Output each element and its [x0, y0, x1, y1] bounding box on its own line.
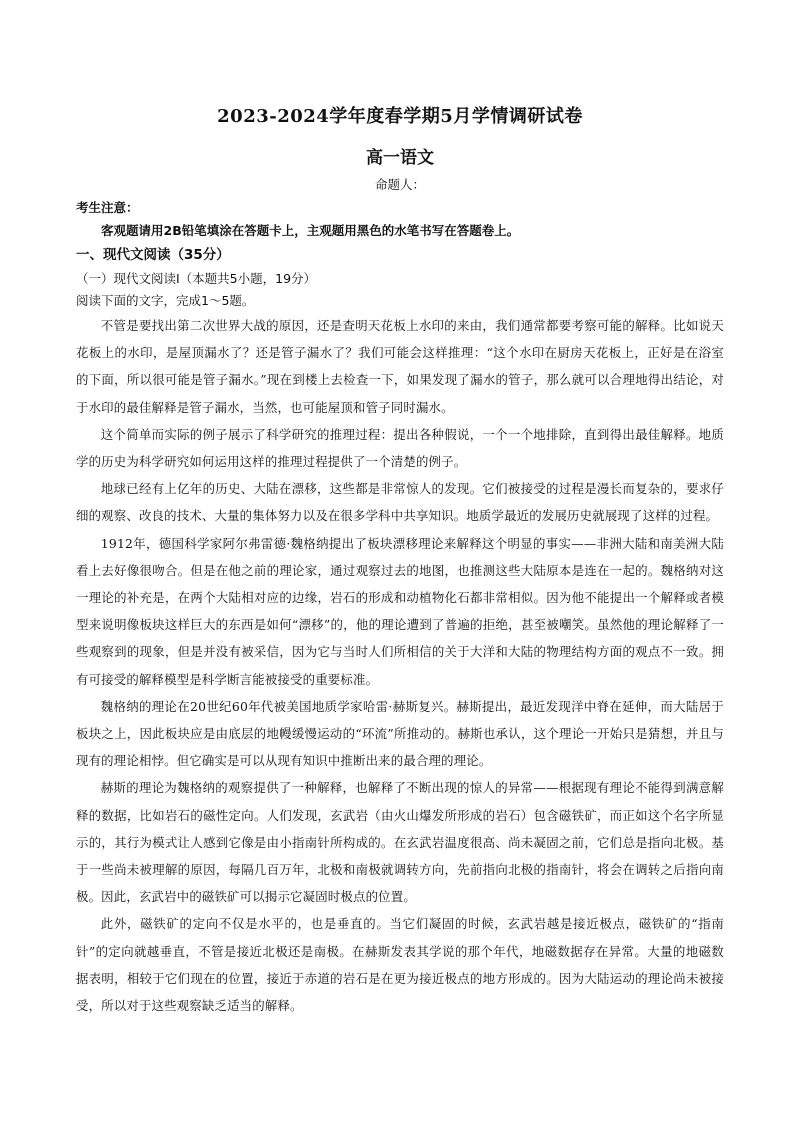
- subsection-title: （一）现代文阅读Ⅰ（本题共5小题，19分）: [76, 271, 317, 286]
- reading-instruction: 阅读下面的文字，完成1～5题。: [76, 293, 255, 308]
- section-title: 一、现代文阅读（35分）: [76, 247, 230, 263]
- passage-paragraph: 此外，磁铁矿的定向不仅是水平的，也是垂直的。当它们凝固的时候，玄武岩越是接近极点，磁铁矿的“指南针”的定向就越垂直，不管是接近北极还是南极。在赫斯发表其学说的那个年代，地磁数据存在异常。大量的地磁数据表明，相较于它们现在的位置，接近于赤道的岩石是在更为接近极点的地方形成的。因为大陆运动的理论尚未被接受，所以对于这些观察缺乏适当的解释。: [76, 916, 724, 1014]
- passage-paragraph: 1912年，德国科学家阿尔弗雷德·魏格纳提出了板块漂移理论来解释这个明显的事实——非洲大陆和南美洲大陆看上去好像很吻合。但是在他之前的理论家，通过观察过去的地图，也推测这些大陆原本是连在一起的。魏格纳对这一理论的补充是，在两个大陆相对应的边缘，岩石的形成和动植物化石都非常相似。因为他不能提出一个解释或者模型来说明像板块这样巨大的东西是如何“漂移”的，他的理论遭到了普遍的拒绝，甚至被嘲笑。虽然他的理论解释了一些观察到的现象，但是并没有被采信，因为它与当时人们所相信的关于大洋和大陆的物理结构方面的观点不一致。拥有可接受的解释模型是科学断言能被接受的重要标准。: [76, 535, 724, 687]
- passage-paragraph: 不管是要找出第二次世界大战的原因，还是查明天花板上水印的来由，我们通常都要考察可能的解释。比如说天花板上的水印，是屋顶漏水了？还是管子漏水了？我们可能会这样推理：“这个水印在厨房天花板上，正好是在浴室的下面，所以很可能是管子漏水。”现在到楼上去检查一下，如果发现了漏水的管子，那么就可以合理地得出结论，对于水印的最佳解释是管子漏水，当然，也可能屋顶和管子同时漏水。: [76, 318, 724, 415]
- passage-paragraph: 赫斯的理论为魏格纳的观察提供了一种解释，也解释了不断出现的惊人的异常——根据现有理论不能得到满意解释的数据，比如岩石的磁性定向。人们发现，玄武岩（由火山爆发所形成的岩石）包含磁铁矿，而正如这个名字所显示的，其行为模式让人感到它像是由小指南针所构成的。在玄武岩温度很高、尚未凝固之前，它们总是指向北极。基于一些尚未被理解的原因，每隔几百万年，北极和南极就调转方向，先前指向北极的指南针，将会在调转之后指向南极。因此，玄武岩中的磁铁矿可以揭示它凝固时极点的位置。: [76, 780, 724, 905]
- passage-paragraph: 这个简单而实际的例子展示了科学研究的推理过程：提出各种假说，一个一个地排除，直到得出最佳解释。地质学的历史为科学研究如何运用这样的推理过程提供了一个清楚的例子。: [76, 426, 724, 470]
- notice-body: 客观题请用2B铅笔填涂在答题卡上，主观题用黑色的水笔书写在答题卷上。: [101, 223, 520, 238]
- passage-paragraph: 地球已经有上亿年的历史、大陆在漂移，这些都是非常惊人的发现。它们被接受的过程是漫长而复杂的，要求仔细的观察、改良的技术、大量的集体努力以及在很多学科中共享知识。地质学最近的发展历史就展现了这样的过程。: [76, 481, 724, 524]
- passage-paragraph: 魏格纳的理论在20世纪60年代被美国地质学家哈雷·赫斯复兴。赫斯提出，最近发现洋中脊在延伸，而大陆居于板块之上，因此板块应是由底层的地幔缓慢运动的“环流”所推动的。赫斯也承认，这个理论一开始只是猜想，并且与现有的理论相悖。但它确实是可以从现有知识中推断出来的最合理的理论。: [76, 698, 724, 769]
- exam-title: 2023-2024学年度春学期5月学情调研试卷: [217, 106, 583, 127]
- reading-passage: [76, 312, 724, 1019]
- notice-title: 考生注意：: [76, 200, 139, 215]
- author-label: 命题人：: [374, 177, 425, 192]
- subject-title: 高一语文: [366, 148, 434, 168]
